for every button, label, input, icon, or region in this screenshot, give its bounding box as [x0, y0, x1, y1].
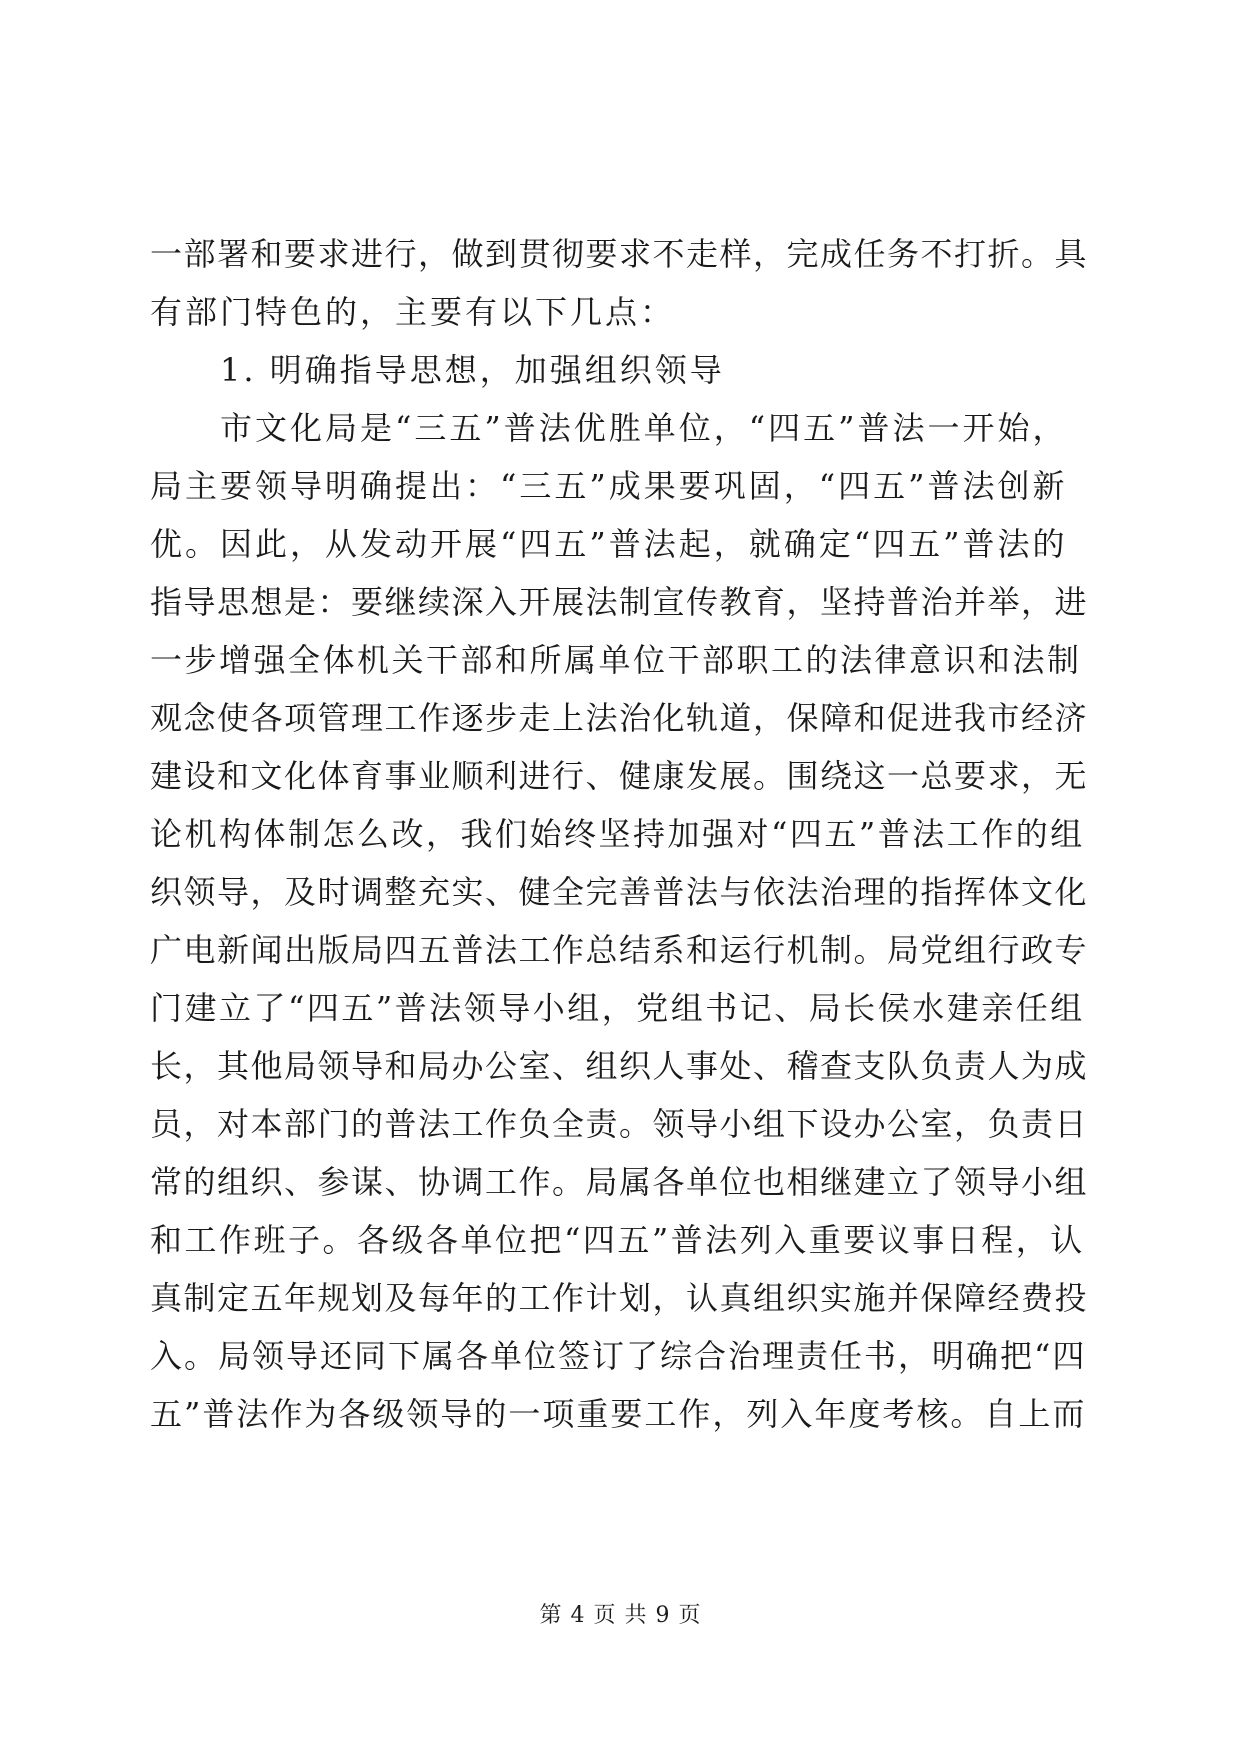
text-line: 指导思想是：要继续深入开展法制宣传教育，坚持普治并举，进	[150, 583, 1089, 621]
text-line: 一部署和要求进行，做到贯彻要求不走样，完成任务不打折。具	[150, 235, 1089, 273]
text-line: 长，其他局领导和局办公室、组织人事处、稽查支队负责人为成	[150, 1047, 1089, 1085]
text-line: 员，对本部门的普法工作负全责。领导小组下设办公室，负责日	[150, 1105, 1089, 1143]
text-line: 织领导，及时调整充实、健全完善普法与依法治理的指挥体文化	[150, 873, 1089, 911]
text-line: 真制定五年规划及每年的工作计划，认真组织实施并保障经费投	[150, 1279, 1089, 1317]
text-line: 五”普法作为各级领导的一项重要工作，列入年度考核。自上而	[150, 1395, 1087, 1433]
text-line: 和工作班子。各级各单位把“四五”普法列入重要议事日程，认	[150, 1221, 1085, 1259]
text-line: 常的组织、参谋、协调工作。局属各单位也相继建立了领导小组	[150, 1163, 1089, 1201]
body-text	[150, 225, 1090, 1443]
text-line: 一步增强全体机关干部和所属单位干部职工的法律意识和法制	[150, 641, 1082, 679]
text-line: 有部门特色的，主要有以下几点：	[150, 293, 676, 331]
text-line: 优。因此，从发动开展“四五”普法起，就确定“四五”普法的	[150, 525, 1068, 563]
text-line: 局主要领导明确提出：“三五”成果要巩固，“四五”普法创新	[150, 467, 1068, 505]
text-line: 1. 明确指导思想，加强组织领导	[220, 351, 725, 389]
text-line: 广电新闻出版局四五普法工作总结系和运行机制。局党组行政专	[150, 931, 1089, 969]
page-number-footer: 第 4 页 共 9 页	[539, 1603, 702, 1628]
text-line: 门建立了“四五”普法领导小组，党组书记、局长侯水建亲任组	[150, 989, 1085, 1027]
text-line: 市文化局是“三五”普法优胜单位，“四五”普法一开始，	[220, 409, 1068, 447]
text-line: 观念使各项管理工作逐步走上法治化轨道，保障和促进我市经济	[150, 699, 1089, 737]
text-line: 建设和文化体育事业顺利进行、健康发展。围绕这一总要求，无	[150, 757, 1089, 795]
text-line: 论机构体制怎么改，我们始终坚持加强对“四五”普法工作的组	[150, 815, 1085, 853]
text-line: 入。局领导还同下属各单位签订了综合治理责任书，明确把“四	[150, 1337, 1087, 1375]
